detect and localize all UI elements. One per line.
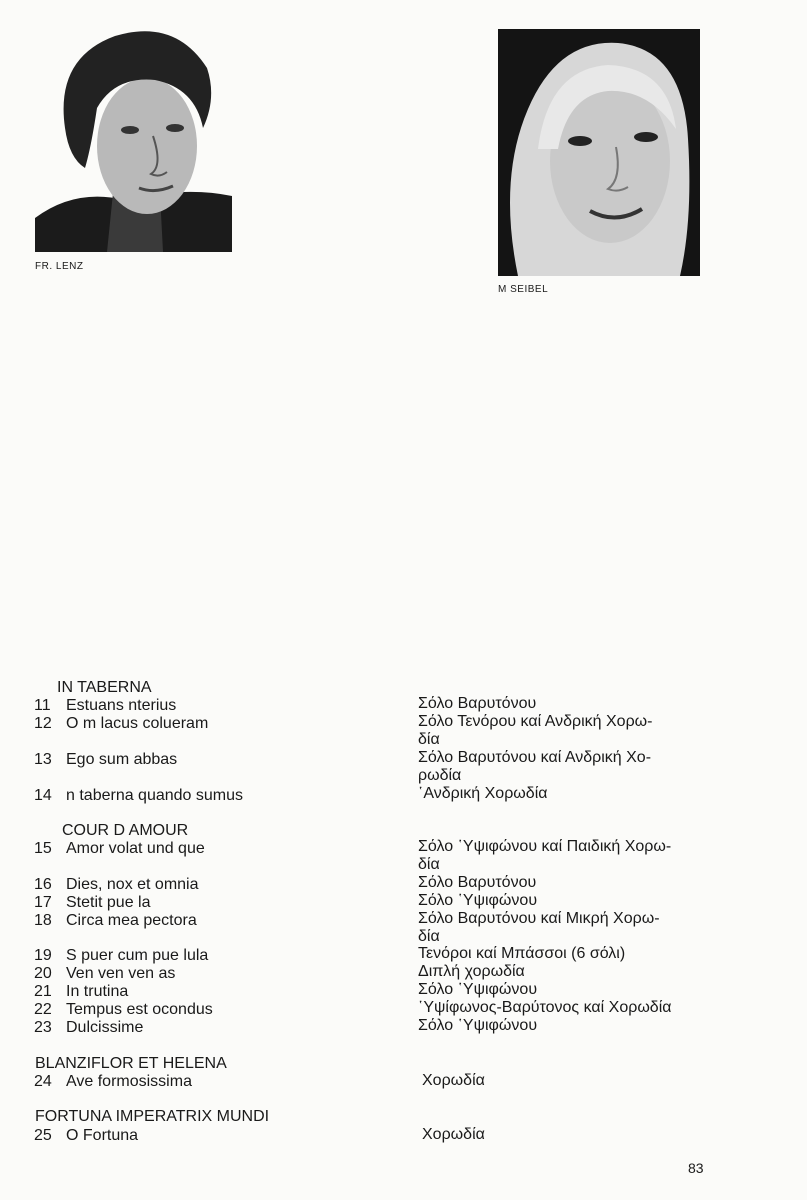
item-description-continued: δία: [418, 928, 440, 945]
item-title: Stetit pue la: [66, 894, 151, 911]
item-title: Circa mea pectora: [66, 912, 197, 929]
item-title: Dulcissime: [66, 1019, 144, 1036]
portrait-photo-seibel: [498, 29, 700, 276]
item-title: Ven ven ven as: [66, 965, 176, 982]
item-title: Ave formosissima: [66, 1073, 192, 1090]
item-description-continued: δία: [418, 856, 440, 873]
item-description: Σόλο Βαρυτόνου καί Μικρή Χορω-: [418, 910, 660, 927]
item-number: 24: [34, 1073, 52, 1090]
item-title: Amor volat und que: [66, 840, 205, 857]
photo-caption-lenz: FR. LENZ: [35, 261, 84, 272]
item-title: Estuans nterius: [66, 697, 177, 714]
item-number: 23: [34, 1019, 52, 1036]
item-title: S puer cum pue lula: [66, 947, 209, 964]
item-title: Ego sum abbas: [66, 751, 178, 768]
page-number: 83: [688, 1160, 704, 1176]
item-description: Χορωδία: [422, 1072, 485, 1089]
item-number: 16: [34, 876, 52, 893]
item-number: 22: [34, 1001, 52, 1018]
item-description: Σόλο ῾Υψιφώνου: [418, 1017, 538, 1034]
section-heading: COUR D AMOUR: [62, 822, 189, 839]
section-heading: FORTUNA IMPERATRIX MUNDI: [35, 1108, 270, 1125]
item-title: O m lacus colueram: [66, 715, 209, 732]
item-number: 20: [34, 965, 52, 982]
item-number: 15: [34, 840, 52, 857]
item-description: Σόλο Βαρυτόνου: [418, 695, 537, 712]
item-description: Σόλο Τενόρου καί Ανδρική Χορω-: [418, 713, 653, 730]
item-number: 25: [34, 1127, 52, 1144]
item-title: In trutina: [66, 983, 129, 1000]
item-title: O Fortuna: [66, 1127, 139, 1144]
item-number: 17: [34, 894, 52, 911]
item-description-continued: ρωδία: [418, 767, 462, 784]
item-description: Σόλο Βαρυτόνου καί Ανδρική Χο-: [418, 749, 652, 766]
item-title: Dies, nox et omnia: [66, 876, 199, 893]
photo-caption-seibel: M SEIBEL: [498, 284, 549, 295]
item-description: Σόλο ῾Υψιφώνου: [418, 892, 538, 909]
item-number: 11: [34, 697, 51, 714]
section-heading: BLANZIFLOR ET HELENA: [35, 1055, 227, 1072]
item-number: 14: [34, 787, 52, 804]
item-title: Tempus est ocondus: [66, 1001, 213, 1018]
item-number: 21: [34, 983, 52, 1000]
item-description: Χορωδία: [422, 1126, 485, 1143]
item-description: Σόλο ῾Υψιφώνου καί Παιδική Χορω-: [418, 838, 672, 855]
item-description: Διπλή χορωδία: [418, 963, 525, 980]
item-number: 19: [34, 947, 52, 964]
item-description: ῾Ανδρική Χορωδία: [418, 785, 548, 802]
portrait-photo-lenz: [35, 18, 232, 252]
item-number: 13: [34, 751, 52, 768]
item-description: ῾Υψίφωνος-Βαρύτονος καί Χορωδία: [418, 999, 672, 1016]
item-number: 12: [34, 715, 52, 732]
item-description: Σόλο ῾Υψιφώνου: [418, 981, 538, 998]
item-description: Τενόροι καί Μπάσσοι (6 σόλι): [418, 945, 626, 962]
item-title: n taberna quando sumus: [66, 787, 244, 804]
item-description: Σόλο Βαρυτόνου: [418, 874, 537, 891]
item-number: 18: [34, 912, 52, 929]
item-description-continued: δία: [418, 731, 440, 748]
section-heading: IN TABERNA: [57, 679, 152, 696]
